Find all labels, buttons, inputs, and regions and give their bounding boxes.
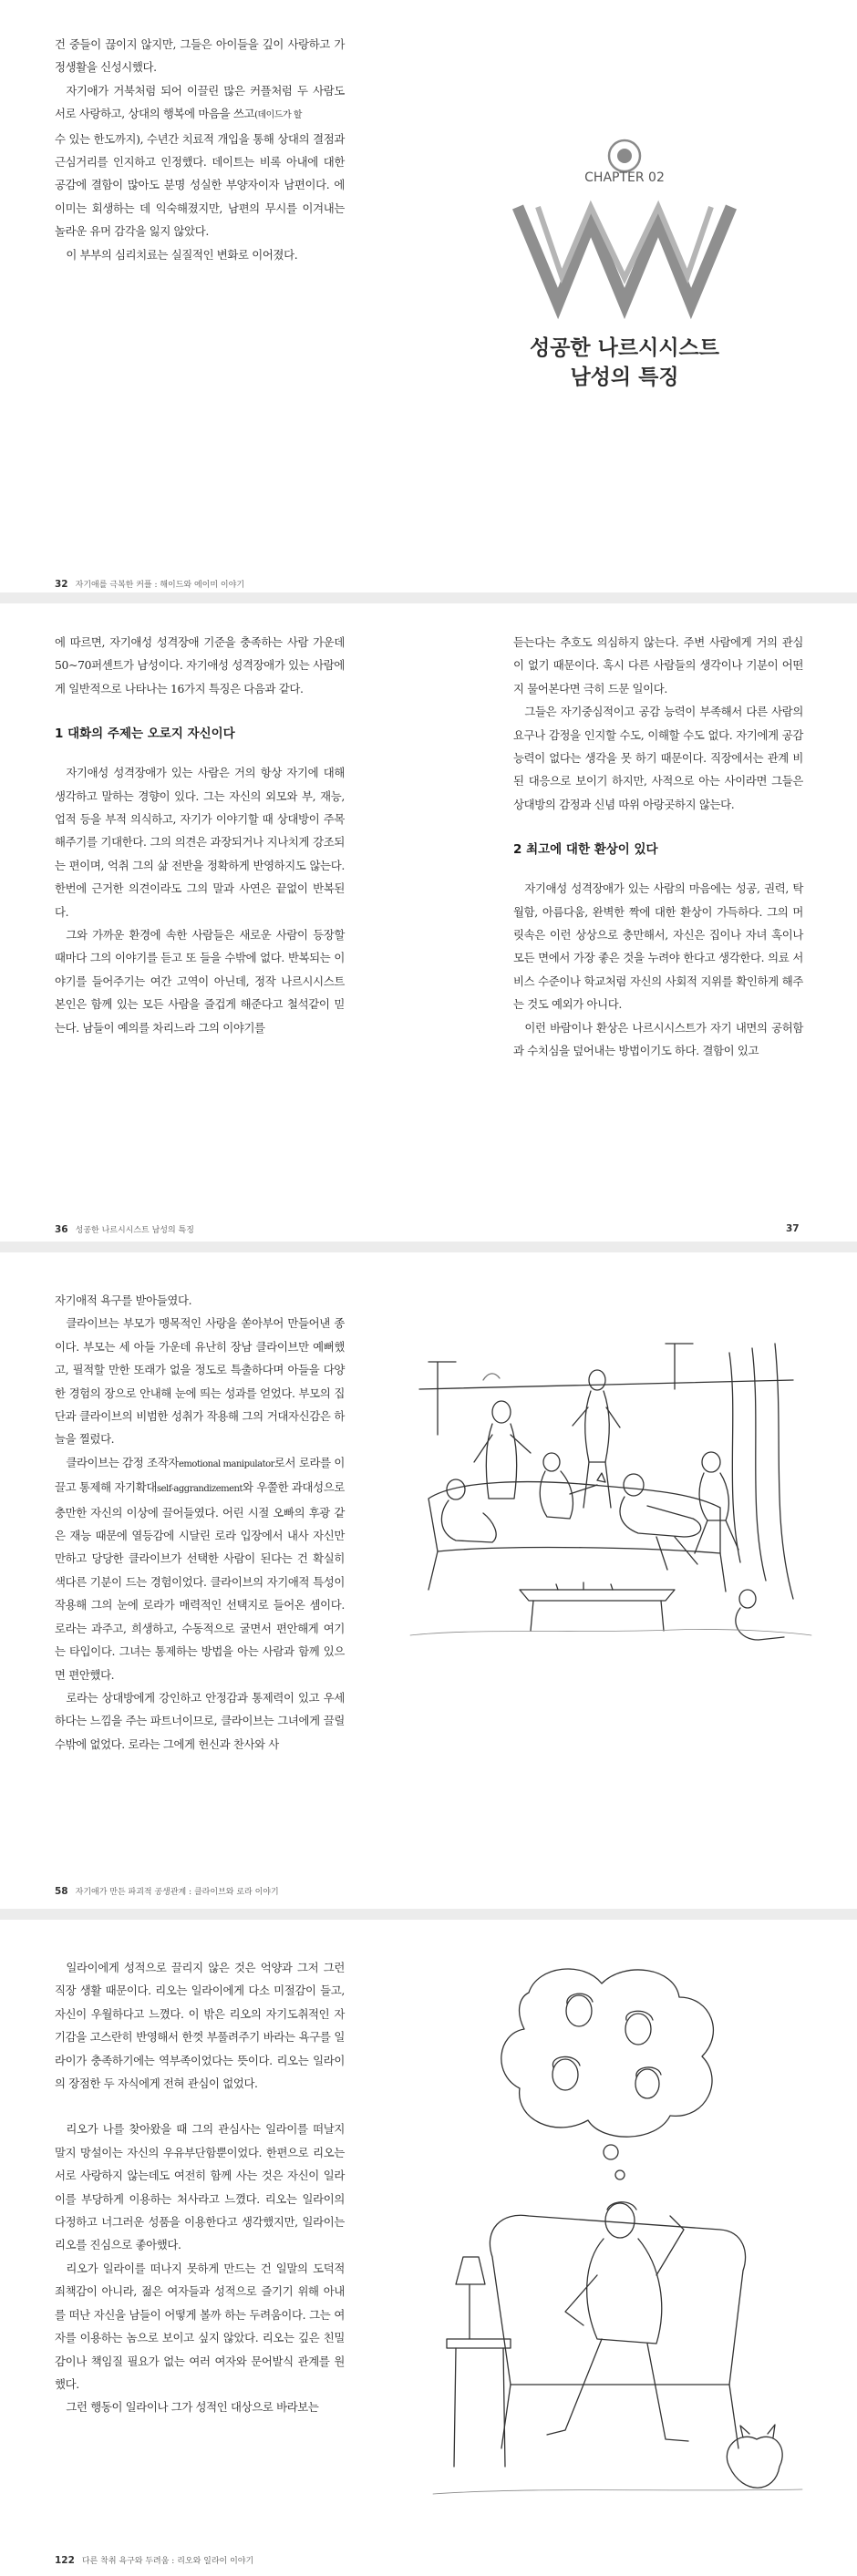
text-column-page-37 (513, 631, 803, 1063)
paragraph: 자기애성 성격장애가 있는 사람의 마음에는 성공, 권력, 탁월함, 아름다움, 완벽한 짝에 대한 환상이 가득하다. 그의 머릿속은 이런 상상으로 충만해서, 자신은 집이나 자녀 혹이나 모든 면에서 가장 좋은 것을 누려야 한다고 생각한다. 의료 서비스 수준이나 학교처럼 자신의 사회적 지위를 확인하게 해주는 것도 예외가 아니다. (513, 881, 803, 1012)
paragraph: 그런 행동이 일라이나 그가 성적인 대상으로 바라보는 (66, 2400, 319, 2415)
paragraph: 이런 바람이나 환상은 나르시시스트가 자기 내면의 공허함과 수치심을 덮어내는 방법이기도 하다. 결함이 있고 (513, 1020, 803, 1058)
paragraph: 일라이에게 성적으로 끌리지 않은 것은 억양과 그저 그런 직장 생활 때문이다. 리오는 일라이에게 다소 미절감이 들고, 자신이 우월하다고 느꼈다. 이 밖은 리오의 자기도취적인 자기감을 고스란히 반영해서 한껏 부풀려주기 바라는 욕구를 일라이가 충족하기에는 역부족이었다는 뜻이다. 리오는 일라이의 장점한 두 자식에게 전혀 관심이 없었다. (55, 1961, 345, 2091)
chapter-title-line: 남성의 특징 (570, 366, 679, 389)
chapter-crown-emblem (511, 123, 738, 333)
paragraph: 자기애가 거북처럼 되어 이끌린 많은 커플처럼 두 사람도 서로 사랑하고, 상대의 행복에 마음을 쓰고(데이드가 할 (55, 83, 345, 121)
text-column-page-58 (55, 1289, 345, 1756)
paragraph: 그와 가까운 환경에 속한 사람들은 새로운 사람이 등장할 때마다 그의 이야기를 듣고 또 들을 수밖에 없다. 반복되는 이야기를 들어주기는 여간 고역이 아닌데, 정작 나르시시스트 본인은 함께 있는 모든 사람을 즐겁게 해준다고 철석같이 믿는다. 남들이 예의를 차리느라 그의 이야기를 (55, 928, 345, 1035)
page-footer (786, 1223, 807, 1234)
page-footer (55, 578, 244, 590)
running-title: 다른 착취 욕구와 두려움 : 리오와 일라이 이야기 (81, 2557, 254, 2566)
paragraph: 수 있는 한도까지), 수년간 치료적 개입을 통해 상대의 결점과 근심거리를 인지하고 인정했다. 데이트는 비록 아내에 대한 공감에 결함이 많아도 분명 성실한 부양자이자 남편이다. 에이미는 회생하는 데 익숙해졌지만, 남편의 무시를 이겨내는 놀라운 유머 감각을 잃지 않았다. (55, 131, 345, 239)
paragraph: 로라는 상대방에게 강인하고 안정감과 통제력이 있고 우세하다는 느낌을 주는 파트너이므로, 클라이브는 그녀에게 끌릴 수밖에 없었다. 로라는 그에게 헌신과 찬사와 사 (55, 1690, 345, 1751)
spread-page-32 (0, 0, 857, 592)
spread-page-58 (0, 1252, 857, 1909)
page-number: 122 (55, 2555, 75, 2566)
page-number: 32 (55, 579, 68, 590)
medallion-jewel-icon (617, 149, 632, 163)
aside-note: (데이드가 할 (254, 110, 302, 121)
paragraph: 클라이브는 감정 조작자emotional manipulator로서 로라를 이끌고 통제해 자기확대self-aggrandizement와 우쭐한 과대성으로 충만한 자신의 이상에 끌어들였다. 어린 시절 오빠의 후광 같은 재능 때문에 열등감에 시달린 로라 입장에서 내사 자신만만하고 당당한 클라이브가 선택한 사람이 된다는 건 확실히 색다른 기분이 드는 경험이었다. 클라이브의 자기애적 특성이 작용해 그의 눈에 로라가 매력적인 선택지로 들어온 셈이다. 로라는 과주고, 희생하고, 수동적으로 굴면서 편안해게 여기는 타입이다. 그녀는 통제하는 방법을 아는 사람과 함께 있으면 편안했다. (55, 1455, 346, 1682)
section-heading: 2 최고에 대한 환상이 있다 (513, 842, 658, 858)
running-title: 자기애를 극복한 커플 : 해이드와 에이미 이야기 (75, 581, 245, 590)
chapter-title (474, 334, 775, 392)
paragraph: 건 중들이 끊이지 않지만, 그들은 아이들을 깊이 사랑하고 가정생활을 신성시했다. (55, 37, 345, 75)
paragraph: 자기애성 성격장애가 있는 사람은 거의 항상 자기에 대해 생각하고 말하는 경향이 있다. 그는 자신의 외모와 부, 재능, 업적 등을 부적 의식하고, 자기가 이야기할 때 상대방이 주목해주기를 기대한다. 그의 의견은 과장되거나 지나치게 강조되는 편이며, 억취 그의 삶 전반을 정확하게 반영하지도 않는다. 한번에 근거한 의견이라도 그의 말과 사연은 끝없이 반복된다. (55, 766, 345, 919)
section-heading: 1 대화의 주제는 오로지 자신이다 (55, 726, 235, 742)
spread-pages-36-37 (0, 603, 857, 1242)
paragraph: 에 따르면, 자기애성 성격장애 기준을 충족하는 사람 가운데 50~70퍼센트가 남성이다. 자기애성 성격장애가 있는 사람에게 일반적으로 나타나는 16가지 특징은 다음과 같다. (55, 635, 345, 696)
crown-zigzag (518, 207, 731, 304)
page-footer (55, 2554, 253, 2566)
paragraph: 자기애적 욕구를 받아들였다. (55, 1293, 192, 1307)
page-footer (55, 1223, 194, 1235)
paragraph: 그들은 자기중심적이고 공감 능력이 부족해서 다른 사람의 요구나 감정을 인지할 수도, 이해할 수도 없다. 자기에게 공감 능력이 없다는 생각을 못 하기 때문이다. 직장에서는 관계 비된 대응으로 보이기 하지만, 사적으로 아는 사이라면 그들은 상대방의 감정과 신념 따위 아랑곳하지 않는다. (513, 705, 803, 811)
chapter-label: CHAPTER 02 (584, 170, 665, 185)
running-title: 성공한 나르시시스트 남성의 특징 (75, 1226, 194, 1235)
page-number: 36 (55, 1224, 68, 1235)
page-footer (55, 1885, 279, 1897)
paragraph: 리오가 일라이를 떠나지 못하게 만드는 건 일말의 도덕적 죄책감이 아니라, 젊은 여자들과 성적으로 즐기기 위해 아내를 떠난 자신을 남들이 어떻게 볼까 하는 두려움이다. 그는 여자를 이용하는 놈으로 보이고 싶지 않았다. 리오는 깊은 친밀감이나 책임질 필요가 없는 여러 여자와 문어발식 관계를 원했다. (55, 2261, 345, 2391)
party-scene-illustration (401, 1325, 821, 1654)
paragraph: 리오가 나를 찾아왔을 때 그의 관심사는 일라이를 떠날지 말지 망설이는 자신의 우유부단함뿐이었다. 한편으로 리오는 서로 사랑하지 않는데도 여전히 함께 사는 것은 자신이 일라이를 부당하게 이용하는 처사라고 느꼈다. 리오는 일라이의 다정하고 너그러운 성품을 이용한다고 생각했지만, 일라이는 리오를 진심으로 좋아했다. (55, 2122, 345, 2252)
running-title: 자기애가 만든 파괴적 공생관계 : 클라이브와 로라 이야기 (75, 1888, 279, 1897)
paragraph: 듣는다는 추호도 의심하지 않는다. 주변 사람에게 거의 관심이 없기 때문이다. 혹시 다른 사람들의 생각이나 기분이 어떤지 물어본다면 극히 드문 일이다. (513, 635, 803, 696)
paragraph: 이 부부의 심리치료는 실질적인 변화로 이어졌다. (66, 247, 298, 262)
text-column-page-122 (55, 1956, 345, 2419)
daydream-illustration (428, 1956, 811, 2530)
spread-page-122 (0, 1920, 857, 2576)
page-number: 58 (55, 1886, 68, 1897)
text-column-page-32 (55, 33, 345, 266)
page-number: 37 (786, 1223, 800, 1234)
chapter-title-line: 성공한 나르시시스트 (530, 336, 719, 360)
crown-inner-zigzag (538, 207, 711, 278)
text-column-page-36 (55, 631, 345, 1039)
paragraph: 클라이브는 부모가 맹목적인 사랑을 쏟아부어 만들어낸 종이다. 부모는 세 아들 가운데 유난히 장남 클라이브만 예뻐했고, 필적할 만한 또래가 없을 정도로 특출하다며 아들을 다양한 경험의 장으로 안내해 눈에 띄는 성과를 얻었다. 부모의 집단과 클라이브의 비범한 성취가 작용해 그의 거대자신감은 하늘을 찔렀다. (55, 1316, 345, 1447)
